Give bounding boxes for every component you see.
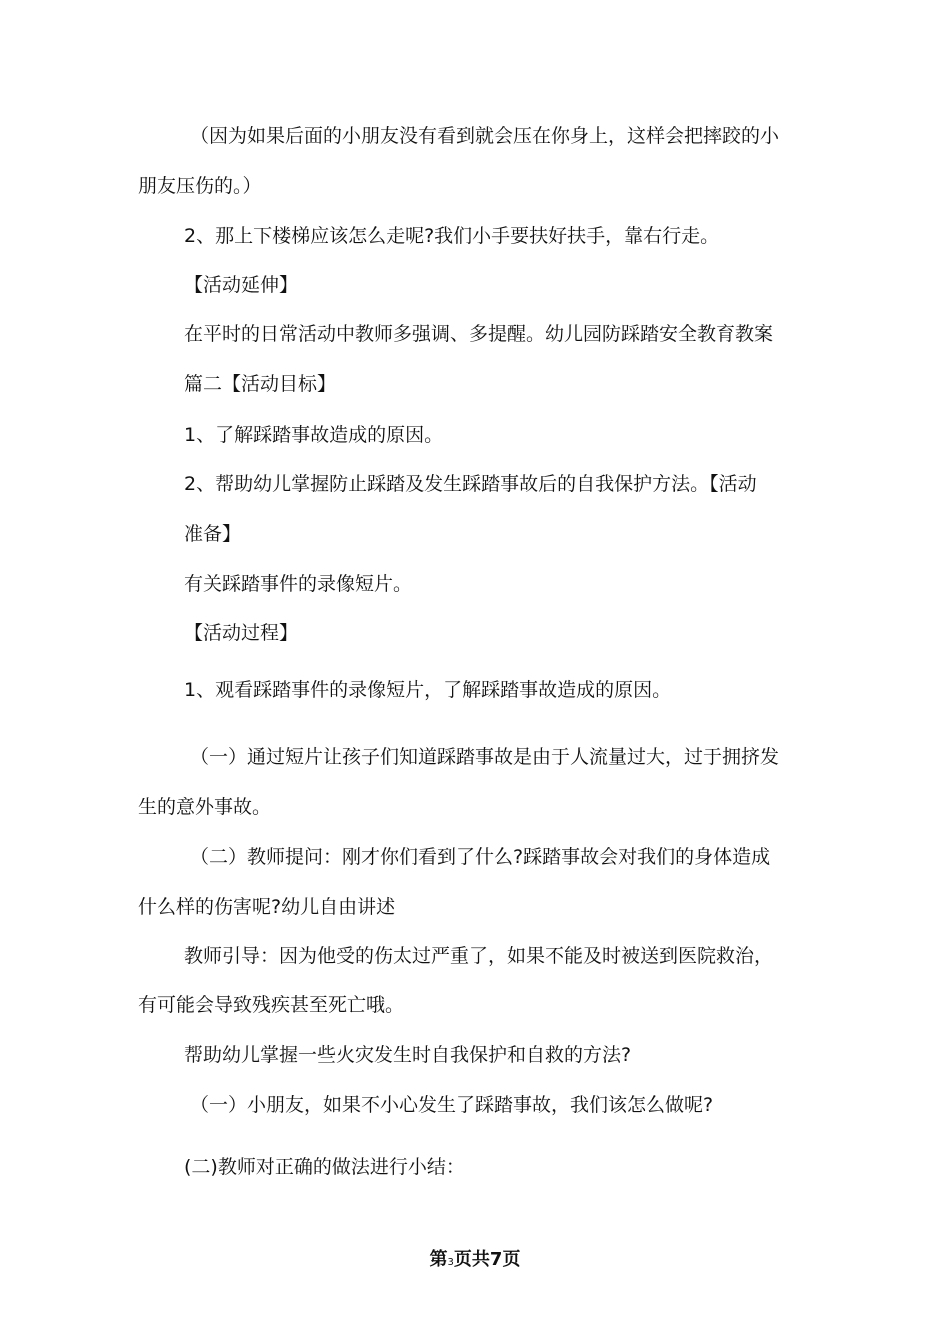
page-number-footer <box>0 1248 950 1275</box>
paragraph-line: 2、帮助幼儿掌握防止踩踏及发生踩踏事故后的自我保护方法。【活动 <box>184 473 757 495</box>
paragraph-line: （一）小朋友，如果不小心发生了踩踏事故，我们该怎么做呢? <box>190 1094 714 1116</box>
paragraph-line: 教师引导：因为他受的伤太过严重了，如果不能及时被送到医院救治， <box>184 945 774 967</box>
current-page-number: 3 <box>447 1257 454 1268</box>
paragraph-line: 1、了解踩踏事故造成的原因。 <box>184 424 444 446</box>
paragraph-line: （因为如果后面的小朋友没有看到就会压在你身上，这样会把摔跤的小 <box>190 125 780 147</box>
paragraph-line: 在平时的日常活动中教师多强调、多提醒。幼儿园防踩踏安全教育教案 <box>184 323 774 345</box>
section-heading: 篇二【活动目标】 <box>184 373 337 395</box>
footer-prefix: 第 <box>429 1249 448 1270</box>
section-heading: 【活动过程】 <box>184 622 299 644</box>
paragraph-line: （二）教师提问：刚才你们看到了什么?踩踏事故会对我们的身体造成 <box>190 846 771 868</box>
paragraph-line: 帮助幼儿掌握一些火灾发生时自我保护和自救的方法? <box>184 1044 632 1066</box>
paragraph-line: 朋友压伤的。） <box>138 175 262 197</box>
paragraph-line: 什么样的伤害呢?幼儿自由讲述 <box>138 896 396 918</box>
paragraph-line: 有可能会导致残疾甚至死亡哦。 <box>138 994 405 1016</box>
section-heading: 【活动延伸】 <box>184 274 299 296</box>
footer-middle: 页共 <box>453 1249 490 1270</box>
paragraph-line: 生的意外事故。 <box>138 796 272 818</box>
footer-suffix: 页 <box>502 1249 521 1270</box>
paragraph-line: 2、那上下楼梯应该怎么走呢?我们小手要扶好扶手，靠右行走。 <box>184 225 720 247</box>
paragraph-line: 准备】 <box>184 523 242 545</box>
paragraph-line: 1、观看踩踏事件的录像短片，了解踩踏事故造成的原因。 <box>184 679 672 701</box>
total-pages-number: 7 <box>489 1249 503 1270</box>
paragraph-line: （一）通过短片让孩子们知道踩踏事故是由于人流量过大，过于拥挤发 <box>190 746 780 768</box>
paragraph-line: 有关踩踏事件的录像短片。 <box>184 573 413 595</box>
paragraph-line: (二)教师对正确的做法进行小结： <box>184 1156 465 1178</box>
